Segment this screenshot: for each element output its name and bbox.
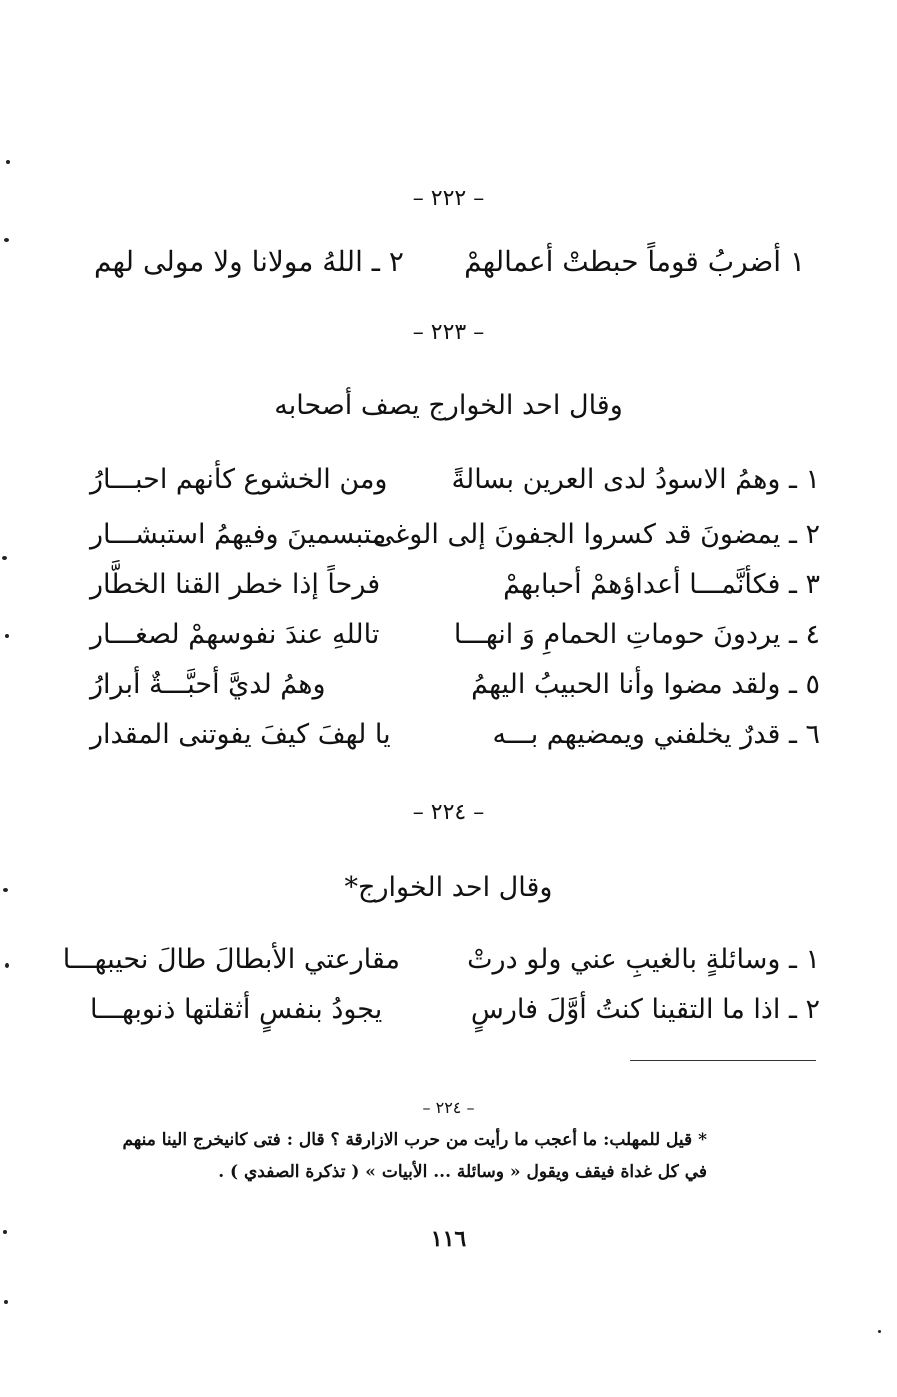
verse-223-5 [90,660,820,710]
verse-224-2 [90,985,820,1035]
verse-223-1 [90,455,820,505]
verse-second-hemistich: مقارعتي الأبطالَ طالَ نحيبهـــا [62,944,400,975]
verse-223-2 [90,510,820,560]
verse-second-hemistich: يا لهفَ كيفَ يفوتنى المقدار [90,719,391,750]
scan-speck [3,1230,7,1234]
page-number: ١١٦ [430,1226,467,1252]
verse-first-hemistich: ٦ ـ قدرٌ يخلفني ويمضيهم بـــه [492,719,820,750]
scan-speck [4,238,9,242]
verse-222-first-hemistich: ١ أضربُ قوماً حبطتْ أعمالهمْ [464,245,805,278]
verse-224-1 [62,935,820,985]
scan-speck [5,963,9,968]
section-223-title: وقال احد الخوارج يصف أصحابه [274,390,623,421]
scan-speck [2,556,7,560]
verse-second-hemistich: تاللهِ عندَ نفوسهمْ لصغـــار [90,619,380,650]
footnote-line-2: في كل غداة فيقف ويقول « وسائلة ... الأبيات » ( تذكرة الصفدي ) . [218,1162,707,1182]
scan-speck [6,160,10,164]
verse-first-hemistich: ٥ ـ ولقد مضوا وأنا الحبيبُ اليهمُ [471,669,820,700]
verse-first-hemistich: ٤ ـ يردونَ حوماتِ الحمامِ وَ انهـــا [453,619,820,650]
verse-first-hemistich: ٢ ـ اذا ما التقينا كنتُ أوَّلَ فارسٍ [470,994,820,1025]
footnote-reference: – ٢٢٤ – [422,1098,475,1117]
verse-second-hemistich: ومن الخشوع كأنهم احبـــارُ [90,464,388,495]
verse-second-hemistich: فرحاً إذا خطر القنا الخطَّار [90,569,381,600]
verse-second-hemistich: يجودُ بنفسٍ أثقلتها ذنوبهـــا [90,994,383,1025]
scan-speck [5,634,9,638]
footnote-divider [630,1060,816,1061]
scan-speck [878,1330,881,1333]
verse-first-hemistich: ١ ـ وسائلةٍ بالغيبِ عني ولو درتْ [467,944,820,975]
scan-speck [4,1300,8,1304]
section-number-224: – ٢٢٤ – [412,800,485,825]
footnote-line-1: * قيل للمهلب: ما أعجب ما رأيت من حرب الازارقة ؟ قال : فتى كانيخرج الينا منهم [122,1130,707,1150]
verse-223-6 [90,710,820,760]
verse-223-3 [90,560,820,610]
scan-speck [3,888,8,892]
verse-223-4 [90,610,820,660]
verse-second-hemistich: وهمُ لديَّ أحبَّـــةٌ أبرارُ [90,669,326,700]
section-224-title: وقال احد الخوارج* [344,872,553,903]
section-number-222: – ٢٢٢ – [412,186,485,211]
verse-first-hemistich: ٢ ـ يمضونَ قد كسروا الجفونَ إلى الوغى [372,519,820,550]
verse-222-second-hemistich: ٢ ـ اللهُ مولانا ولا مولى لهم [94,245,404,278]
verse-first-hemistich: ١ ـ وهمُ الاسودُ لدى العرين بسالةً [451,464,820,495]
section-number-223: – ٢٢٣ – [412,320,485,345]
verse-second-hemistich: متبسمينَ وفيهمُ استبشـــار [90,519,387,550]
verse-first-hemistich: ٣ ـ فكأنَّمـــا أعداؤهمْ أحبابهمْ [503,569,820,600]
